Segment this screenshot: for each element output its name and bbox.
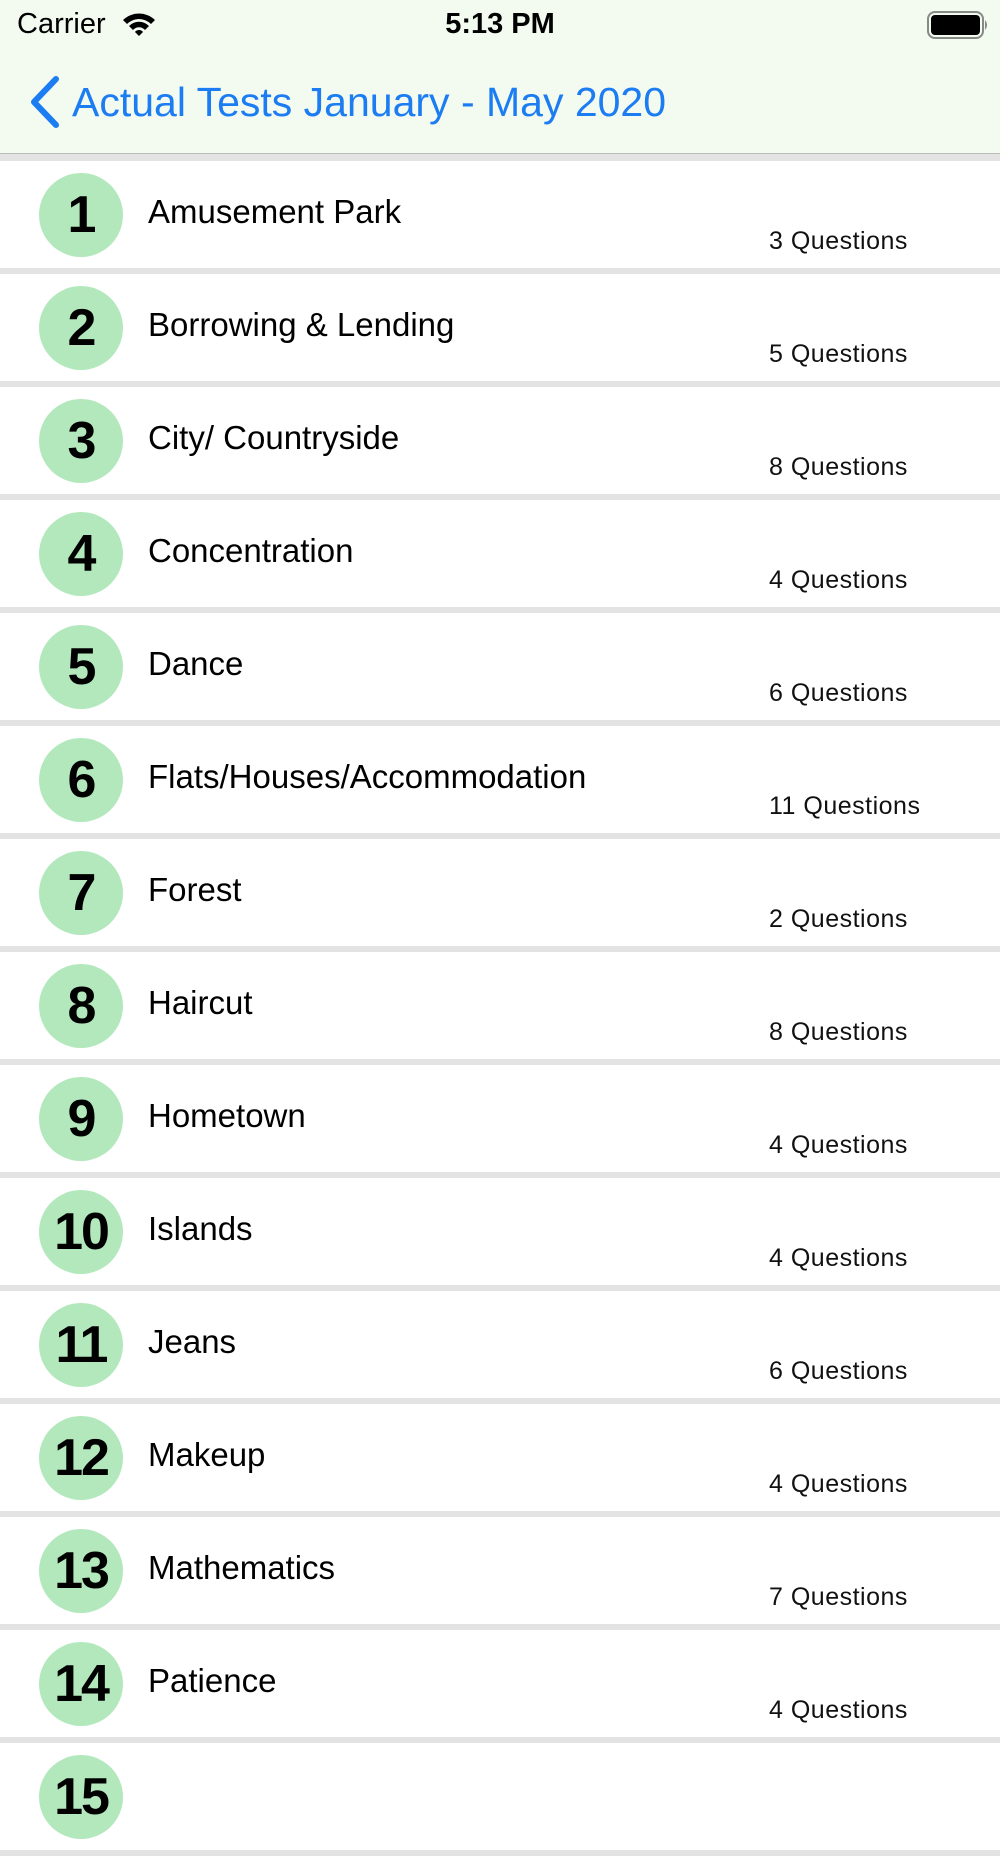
clock: 5:13 PM xyxy=(445,8,555,40)
list-item[interactable] xyxy=(0,1065,1000,1172)
list-item[interactable] xyxy=(0,726,1000,833)
list-item[interactable] xyxy=(0,952,1000,1059)
list-item[interactable] xyxy=(0,161,1000,268)
question-count: 5 Questions xyxy=(769,340,908,368)
question-count: 8 Questions xyxy=(769,1018,908,1046)
status-bar xyxy=(0,0,1000,50)
question-count: 4 Questions xyxy=(769,1131,908,1159)
question-count: 3 Questions xyxy=(769,227,908,255)
carrier-label: Carrier xyxy=(17,8,106,40)
topic-number-badge: 9 xyxy=(39,1077,123,1161)
list-item[interactable] xyxy=(0,1404,1000,1511)
topic-title: Islands xyxy=(148,1210,253,1247)
topic-number-badge: 10 xyxy=(39,1190,123,1274)
topic-number-badge: 14 xyxy=(39,1642,123,1726)
list-item[interactable] xyxy=(0,1743,1000,1850)
topic-number-badge: 6 xyxy=(39,738,123,822)
topic-number-badge: 3 xyxy=(39,399,123,483)
topic-title: Makeup xyxy=(148,1436,266,1473)
topic-number-badge: 4 xyxy=(39,512,123,596)
topic-title: Borrowing & Lending xyxy=(148,306,455,343)
question-count: 4 Questions xyxy=(769,1470,908,1498)
topic-number-badge: 15 xyxy=(39,1755,123,1839)
topic-title: Patience xyxy=(148,1662,277,1699)
question-count: 8 Questions xyxy=(769,453,908,481)
list-item[interactable] xyxy=(0,839,1000,946)
chevron-left-icon xyxy=(28,75,62,129)
topic-number-badge: 12 xyxy=(39,1416,123,1500)
back-button[interactable] xyxy=(28,74,666,130)
topic-number-badge: 1 xyxy=(39,173,123,257)
topic-title: Forest xyxy=(148,871,242,908)
question-count: 2 Questions xyxy=(769,905,908,933)
list-item[interactable] xyxy=(0,387,1000,494)
list-item[interactable] xyxy=(0,1178,1000,1285)
topic-list xyxy=(0,161,1000,1856)
question-count: 4 Questions xyxy=(769,1244,908,1272)
topic-title: Amusement Park xyxy=(148,193,402,230)
topic-title: City/ Countryside xyxy=(148,419,400,456)
list-item[interactable] xyxy=(0,274,1000,381)
page-title: Actual Tests January - May 2020 xyxy=(72,78,667,125)
topic-title: Haircut xyxy=(148,984,253,1021)
question-count: 7 Questions xyxy=(769,1583,908,1611)
topic-number-badge: 11 xyxy=(39,1303,123,1387)
list-item[interactable] xyxy=(0,500,1000,607)
topic-title: Dance xyxy=(148,645,244,682)
question-count: 6 Questions xyxy=(769,679,908,707)
topic-title: Hometown xyxy=(148,1097,306,1134)
list-item[interactable] xyxy=(0,613,1000,720)
topic-number-badge: 13 xyxy=(39,1529,123,1613)
list-item[interactable] xyxy=(0,1630,1000,1737)
topic-number-badge: 2 xyxy=(39,286,123,370)
list-item[interactable] xyxy=(0,1517,1000,1624)
topic-title: Concentration xyxy=(148,532,354,569)
topic-title: Mathematics xyxy=(148,1549,336,1586)
topic-title: Flats/Houses/Accommodation xyxy=(148,758,587,795)
question-count: 4 Questions xyxy=(769,1696,908,1724)
topic-number-badge: 5 xyxy=(39,625,123,709)
topic-number-badge: 8 xyxy=(39,964,123,1048)
topic-title: Jeans xyxy=(148,1323,237,1360)
question-count: 4 Questions xyxy=(769,566,908,594)
battery-icon xyxy=(927,11,989,39)
topic-number-badge: 7 xyxy=(39,851,123,935)
list-item[interactable] xyxy=(0,1291,1000,1398)
navigation-bar xyxy=(0,50,1000,154)
question-count: 11 Questions xyxy=(769,792,921,820)
question-count: 6 Questions xyxy=(769,1357,908,1385)
